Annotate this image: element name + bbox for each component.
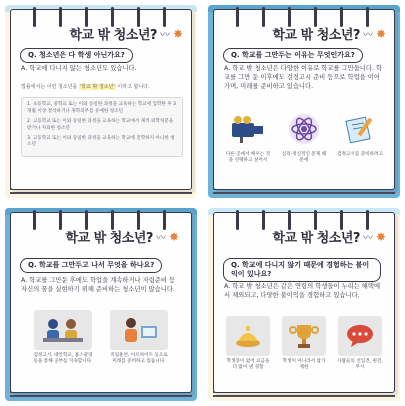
binder-ring-icon [236,210,239,230]
page-edge [10,192,192,194]
definition-item: 2. 고등학교 또는 이와 동일한 과정을 교육하는 학교에서 제적·퇴학처분을 받거나 자퇴한 청소년 [27,118,174,131]
squiggle-icon: 〰 [159,30,170,41]
reason-caption: 심리·정신적인 문제 때문에 [281,152,327,164]
atom-icon [282,109,326,149]
star-icon: ✸ [375,26,386,41]
answer-text: A. 학교를 그만둔 후에도 학업을 계속하거나 자립준비 등 자신의 꿈을 실현하기 위해 준비하는 청소년이 많습니다. [21,277,176,293]
star-icon: ✸ [375,229,386,244]
question-pill: Q. 학교에 다니지 않기 때문에 경험하는 불이익이 있나요? [223,258,381,282]
disadvantage-item [336,316,384,371]
binder-ring-icon [59,7,62,27]
definition-box [21,97,183,157]
answer-text: A. 학교 밖 청소년은 같은 연령의 학생들이 누리는 혜택에서 제외되고, 다양한 불이익을 경험하고 있습니다. [224,283,381,299]
answer-text: A. 학교에 다니지 않는 청소년도 있습니다. [21,65,137,72]
card-title [272,227,386,246]
card-panel [10,9,192,190]
reason-icons [220,109,388,164]
star-icon: ✸ [168,229,179,244]
disadvantage-caption: 학생이 아니라서 참가 제한 [282,359,326,371]
disadvantage-item [280,316,328,371]
question-pill: Q. 학교를 그만두는 이유는 무엇인가요? [223,48,363,63]
reason-item [224,109,272,164]
activity-item [108,310,170,365]
card-2 [208,5,400,198]
card-title [69,24,183,43]
card-panel [10,212,192,393]
activity-caption: 직업훈련, 아르바이트 등으로 미래를 준비하고 있습니다. [110,353,168,365]
binder-ring-icon [33,7,36,27]
work-icon [110,310,168,350]
question-pill: Q. 청소년은 다 학생 아닌가요? [20,48,133,63]
card-title-text: 학교 밖 청소년? [69,28,157,43]
card-title [272,24,386,43]
test-paper-icon [338,109,382,149]
law-note [21,83,150,90]
card-title-text: 학교 밖 청소년? [65,231,153,246]
definition-item: 3. 고등학교 또는 이와 동일한 과정을 교육하는 학교에 진학하지 아니한 청소년 [27,135,175,148]
card-4 [208,208,400,401]
star-icon: ✸ [172,26,183,41]
binder-ring-icon [59,210,62,230]
card-3 [5,208,197,401]
page-edge [10,395,192,397]
reason-caption: 다른 곳에서 배우는 것을 선택하고 싶어서 [225,152,271,164]
students-icon [34,310,92,350]
law-note-pre: 법률에서는 이런 청소년을 [21,84,78,90]
binder-ring-icon [33,210,36,230]
squiggle-icon: 〰 [362,233,373,244]
question-pill: Q. 학교를 그만두고 나서 무엇을 하나요? [20,258,162,273]
disadvantage-caption: 학생증이 없어 요금을 더 많이 낸 경험 [226,359,270,371]
binder-ring-icon [236,7,239,27]
binder-ring-icon [262,210,265,230]
definition-item: 1. 초등학교, 중학교 또는 이와 동일한 과정을 교육하는 학교에 입학한 후 3개월 이상 결석하거나 취학의무를 유예한 청소년 [27,102,177,114]
reason-caption: 검정고시를 준비하려고 [337,152,383,157]
meal-icon [226,316,270,356]
page-edge [213,192,395,194]
squiggle-icon: 〰 [155,233,166,244]
page-edge [213,395,395,397]
speech-bubble-icon [338,316,382,356]
card-title-text: 학교 밖 청소년? [272,231,360,246]
card-title-text: 학교 밖 청소년? [272,28,360,43]
disadvantage-caption: 사람들의 선입견, 편견, 무시 [337,359,383,371]
card-title [65,227,179,246]
reason-item [280,109,328,164]
disadvantage-item [224,316,272,371]
law-note-post: 이라고 합니다. [117,84,150,90]
reason-item [336,109,384,164]
answer-text: A. 학교 밖 청소년은 다양한 이유로 학교를 그만둡니다. 학교를 그만 둔 이후에도 검정고시 준비 등으로 학업을 이어가며, 미래를 준비하고 있습니다. [224,65,383,90]
binder-ring-icon [262,7,265,27]
camera-icon [226,109,270,149]
card-panel [213,9,395,190]
card-panel [213,212,395,393]
activity-icons [25,310,177,365]
disadvantage-icons [220,316,388,371]
activity-item [32,310,94,365]
trophy-icon [282,316,326,356]
activity-caption: 검정고시, 대안학교, 홈스쿨링 등을 통해 공부를 지속합니다. [33,353,93,365]
squiggle-icon: 〰 [362,30,373,41]
law-note-highlight: '학교 밖 청소년' [79,84,115,90]
card-1 [5,5,197,198]
